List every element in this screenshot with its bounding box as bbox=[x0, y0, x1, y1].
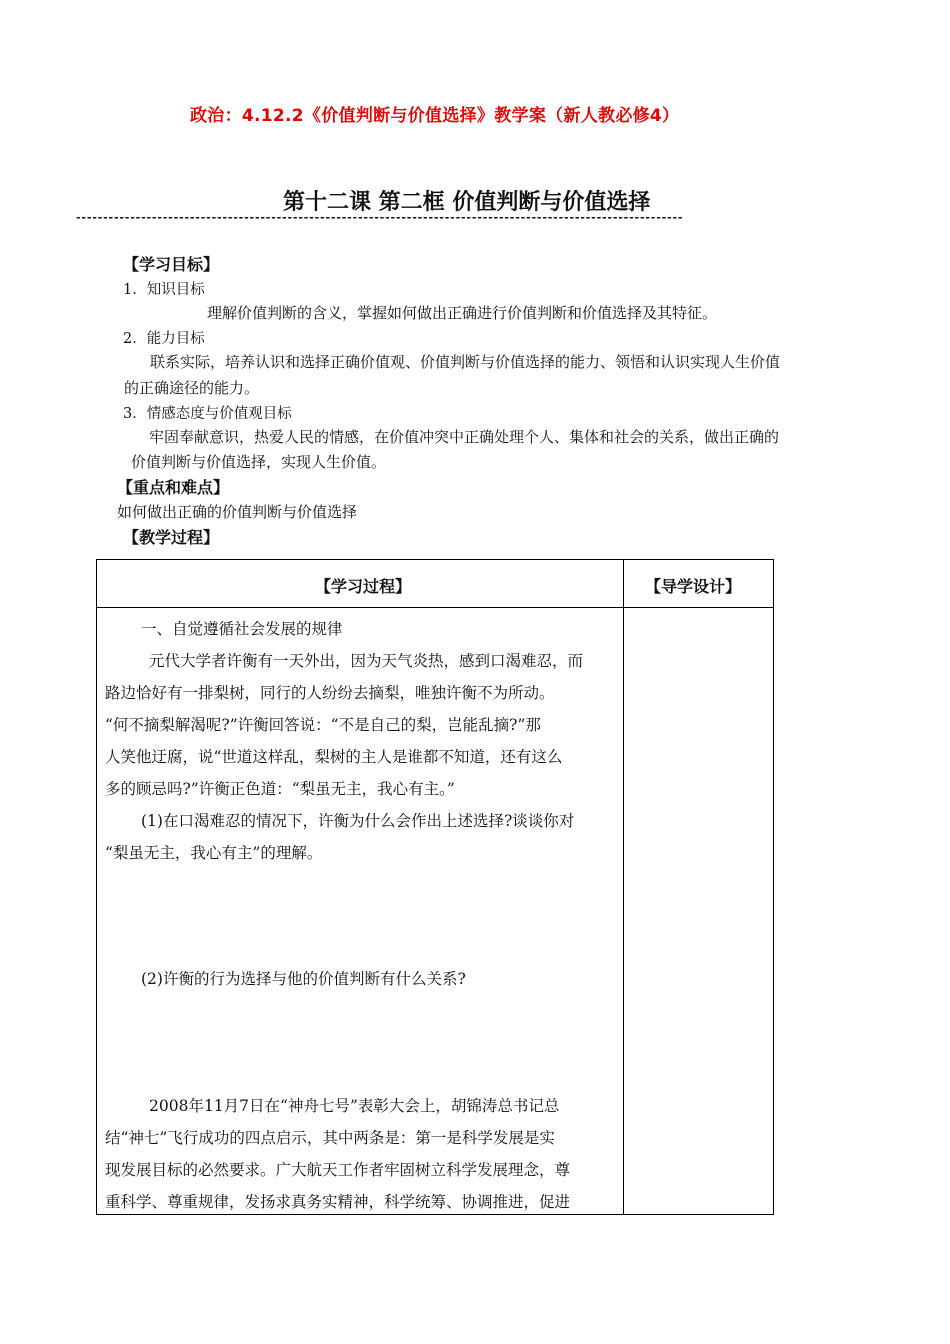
story-line: 多的顾忌吗?”许衡正色道：“梨虽无主，我心有主。” bbox=[105, 780, 455, 798]
question-1-line2: “梨虽无主，我心有主”的理解。 bbox=[105, 844, 323, 862]
case-line: 现发展目标的必然要求。广大航天工作者牢固树立科学发展理念，尊 bbox=[105, 1161, 571, 1179]
lesson-table bbox=[96, 559, 774, 1215]
question-1-line1: (1)在口渴难忍的情况下，许衡为什么会作出上述选择?谈谈你对 bbox=[141, 812, 575, 830]
case-line: 2008年11月7日在“神舟七号”表彰大会上，胡锦涛总书记总 bbox=[149, 1097, 560, 1115]
emotion-goal-text-line2: 价值判断与价值选择，实现人生价值。 bbox=[131, 453, 387, 471]
emotion-goal-text-line1: 牢固奉献意识，热爱人民的情感，在价值冲突中正确处理个人、集体和社会的关系，做出正确的 bbox=[149, 428, 780, 446]
question-2: (2)许衡的行为选择与他的价值判断有什么关系? bbox=[141, 970, 466, 988]
ability-goal-text-line2: 的正确途径的能力。 bbox=[124, 379, 260, 397]
lesson-title: 第十二课 第二框 价值判断与价值选择 bbox=[283, 190, 651, 215]
story-line: 人笑他迂腐，说“世道这样乱，梨树的主人是谁都不知道，还有这么 bbox=[105, 748, 563, 766]
ability-goal-text-line1: 联系实际，培养认识和选择正确价值观、价值判断与价值选择的能力、领悟和认识实现人生价值 bbox=[150, 353, 781, 371]
knowledge-goal-text: 理解价值判断的含义，掌握如何做出正确进行价值判断和价值选择及其特征。 bbox=[207, 304, 718, 322]
section-title: 一、自觉遵循社会发展的规律 bbox=[141, 620, 343, 638]
knowledge-goal-label: 1．知识目标 bbox=[123, 282, 205, 298]
story-line: 路边恰好有一排梨树，同行的人纷纷去摘梨，唯独许衡不为所动。 bbox=[105, 684, 555, 702]
header-row-divider bbox=[97, 607, 773, 608]
emotion-goal-label: 3．情感态度与价值观目标 bbox=[123, 406, 292, 422]
learning-content-block-2 bbox=[105, 963, 617, 995]
objectives-heading: 【学习目标】 bbox=[123, 255, 220, 274]
key-points-text: 如何做出正确的价值判断与价值选择 bbox=[117, 503, 358, 521]
story-line: 元代大学者许衡有一天外出，因为天气炎热，感到口渴难忍，而 bbox=[149, 652, 584, 670]
guide-design-header: 【导学设计】 bbox=[645, 577, 742, 596]
case-line: 结“神七”飞行成功的四点启示，其中两条是：第一是科学发展是实 bbox=[105, 1129, 555, 1147]
story-line: “何不摘梨解渴呢?”许衡回答说：“不是自己的梨，岂能乱摘?”那 bbox=[105, 716, 541, 734]
learning-content-block-3 bbox=[105, 1090, 617, 1218]
ability-goal-label: 2．能力目标 bbox=[123, 331, 205, 347]
document-title: 政治：4.12.2《价值判断与价值选择》教学案（新人教必修4） bbox=[190, 106, 680, 126]
key-points-heading: 【重点和难点】 bbox=[117, 478, 230, 497]
dashed-separator: ---------------------------------------------------------------------------------------------------------------- bbox=[75, 214, 683, 222]
teaching-process-heading: 【教学过程】 bbox=[123, 528, 220, 547]
case-line: 重科学、尊重规律，发扬求真务实精神，科学统筹、协调推进，促进 bbox=[105, 1193, 571, 1211]
learning-process-header: 【学习过程】 bbox=[315, 577, 412, 596]
learning-content-block-1 bbox=[105, 613, 617, 869]
column-divider bbox=[623, 560, 624, 1214]
